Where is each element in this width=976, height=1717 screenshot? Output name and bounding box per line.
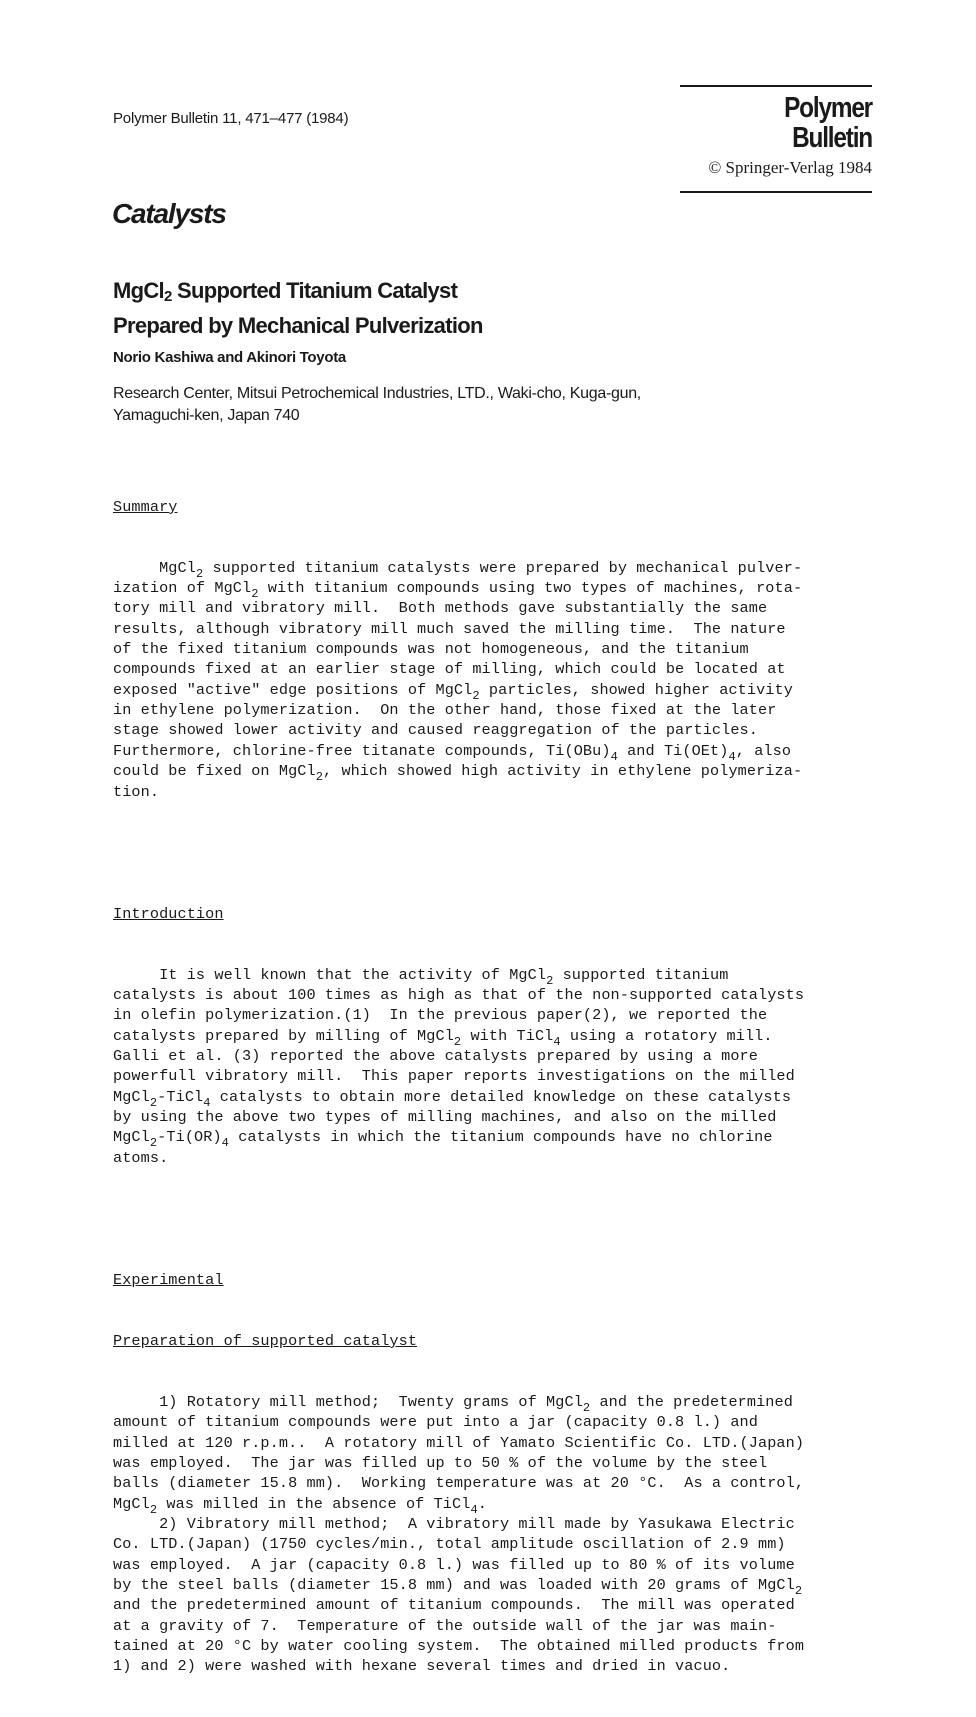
introduction-heading: Introduction [113,904,224,923]
summary-line: compounds fixed at an earlier stage of milling, which could be located at [113,660,786,679]
summary-line: ization of MgCl$_2$ with titanium compounds using two types of machines, rota- [113,579,803,602]
introduction-line: Galli et al. (3) reported the above catalysts prepared by using a more [113,1046,758,1065]
spacer [113,1209,873,1229]
experimental-line: 2) Vibratory mill method; A vibratory mill made by Yasukawa Electric [113,1514,795,1533]
subscript: 4 [203,1095,211,1110]
subscript: 2 [582,1400,591,1415]
experimental-line: amount of titanium compounds were put into a jar (capacity 0.8 l.) and [113,1413,758,1432]
experimental-line: at a gravity of 7. Temperature of the outside wall of the jar was main- [113,1616,777,1635]
introduction-line: $MgCl_2-Ti(OR)_4$ catalysts in which the titanium compounds have no chlorine [113,1128,773,1151]
introduction-line: in olefin polymerization.(1) In the previous paper(2), we reported the [113,1006,768,1025]
authors: Norio Kashiwa and Akinori Toyota [113,349,346,366]
subscript: 2 [149,1502,158,1517]
summary-line: could be fixed on MgCl$_2$, which showed high activity in ethylene polymeriza- [113,762,803,785]
title-line-1-prefix: MgCl [113,278,164,303]
introduction-line: catalysts is about 100 times as high as that of the non-supported catalysts [113,985,805,1004]
introduction-line: catalysts prepared by milling of MgCl$_2$ with TiCl$_4$ using a rotatory mill. [113,1026,773,1049]
subscript: 4 [728,749,736,764]
spacer [113,843,873,863]
masthead-top-rule [680,85,872,87]
summary-line: exposed "active" edge positions of MgCl$_2$ particles, showed higher activity [113,680,793,703]
body-text [113,456,873,1717]
subscript: 2 [195,566,204,581]
summary-line: of the fixed titanium compounds was not homogeneous, and the titanium [113,640,749,659]
introduction-line: by using the above two types of milling machines, and also on the milled [113,1108,777,1126]
summary-paragraph [113,558,873,802]
subscript: 4 [610,749,618,764]
introduction-paragraph [113,965,873,1168]
journal-citation: Polymer Bulletin 11, 471–477 (1984) [113,110,349,127]
subscript: 2 [546,973,554,988]
section-label: Catalysts [112,198,226,229]
experimental-line: tained at 20 °C by water cooling system. The obtained milled products from [113,1636,805,1655]
experimental-subheading: Preparation of supported catalyst [113,1331,418,1350]
summary-line: results, although vibratory mill much saved the milling time. The nature [113,619,786,638]
summary-line: stage showed lower activity and caused reaggregation of the particles. [113,721,758,740]
paper-title [113,276,483,340]
summary-line: tion. [113,782,160,801]
experimental-line: was employed. The jar was filled up to 50 % of the volume by the steel [113,1453,768,1472]
experimental-line: Co. LTD.(Japan) (1750 cycles/min., total amplitude oscillation of 2.9 mm) [113,1535,786,1554]
affiliation-line-1: Research Center, Mitsui Petrochemical Industries, LTD., Waki-cho, Kuga-gun, [113,385,641,402]
experimental-line: milled at 120 r.p.m.. A rotatory mill of Yamato Scientific Co. LTD.(Japan) [113,1433,805,1452]
experimental-line: by the steel balls (diameter 15.8 mm) and was loaded with 20 grams of MgCl$_2$ [113,1575,803,1598]
introduction-line: atoms. [113,1148,169,1167]
subscript: 2 [149,1095,158,1110]
experimental-heading: Experimental [113,1270,224,1289]
subscript: 2 [472,688,480,703]
summary-line: Furthermore, chlorine-free titanate compounds, $Ti(OBu)_4$ and $Ti(OEt)_4$, also [113,741,792,764]
introduction-line: It is well known that the activity of MgCl$_2$ supported titanium [113,965,729,988]
summary-line: tory mill and vibratory mill. Both methods gave substantially the same [113,599,768,618]
introduction-line: powerfull vibratory mill. This paper reports investigations on the milled [113,1067,795,1086]
experimental-line: was employed. A jar (capacity 0.8 l.) was filled up to 80 % of its volume [113,1555,795,1574]
journal-name: Polymer Bulletin [784,92,872,154]
experimental-line: MgCl$_2$ was milled in the absence of TiCl$_4$. [113,1494,487,1517]
experimental-paragraph [113,1392,873,1677]
subscript: 4 [553,1034,561,1049]
masthead-bottom-rule [680,191,872,193]
subscript: 4 [470,1502,478,1517]
title-line-1 [113,276,483,311]
summary-heading: Summary [113,497,178,516]
experimental-line: and the predetermined amount of titanium compounds. The mill was operated [113,1596,795,1615]
title-line-1-suffix: Supported Titanium Catalyst [171,278,458,303]
subscript: 2 [453,1034,462,1049]
title-line-2: Prepared by Mechanical Pulverization [113,313,483,338]
affiliation [113,383,641,427]
experimental-line: 1) and 2) were washed with hexane several times and dried in vacuo. [113,1657,731,1676]
subscript: 4 [221,1136,229,1151]
subscript: 2 [149,1136,158,1151]
introduction-line: MgCl$_2$-TiCl$_4$ catalysts to obtain more detailed knowledge on these catalysts [113,1087,792,1110]
experimental-line: 1) Rotatory mill method; Twenty grams of MgCl$_2$ and the predetermined [113,1392,793,1415]
subscript: 2 [251,587,259,602]
experimental-line: balls (diameter 15.8 mm). Working temperature was at 20 °C. As a control, [113,1474,805,1493]
journal-masthead [680,85,872,193]
subscript: 2 [794,1583,803,1598]
subscript: 2 [315,770,324,785]
affiliation-line-2: Yamaguchi-ken, Japan 740 [113,407,300,424]
copyright-notice: © Springer-Verlag 1984 [708,158,872,177]
title-line-1-subscript: 2 [163,288,172,305]
summary-line: in ethylene polymerization. On the other hand, those fixed at the later [113,701,777,720]
summary-line: MgCl$_2$ supported titanium catalysts were prepared by mechanical pulver- [113,558,803,581]
